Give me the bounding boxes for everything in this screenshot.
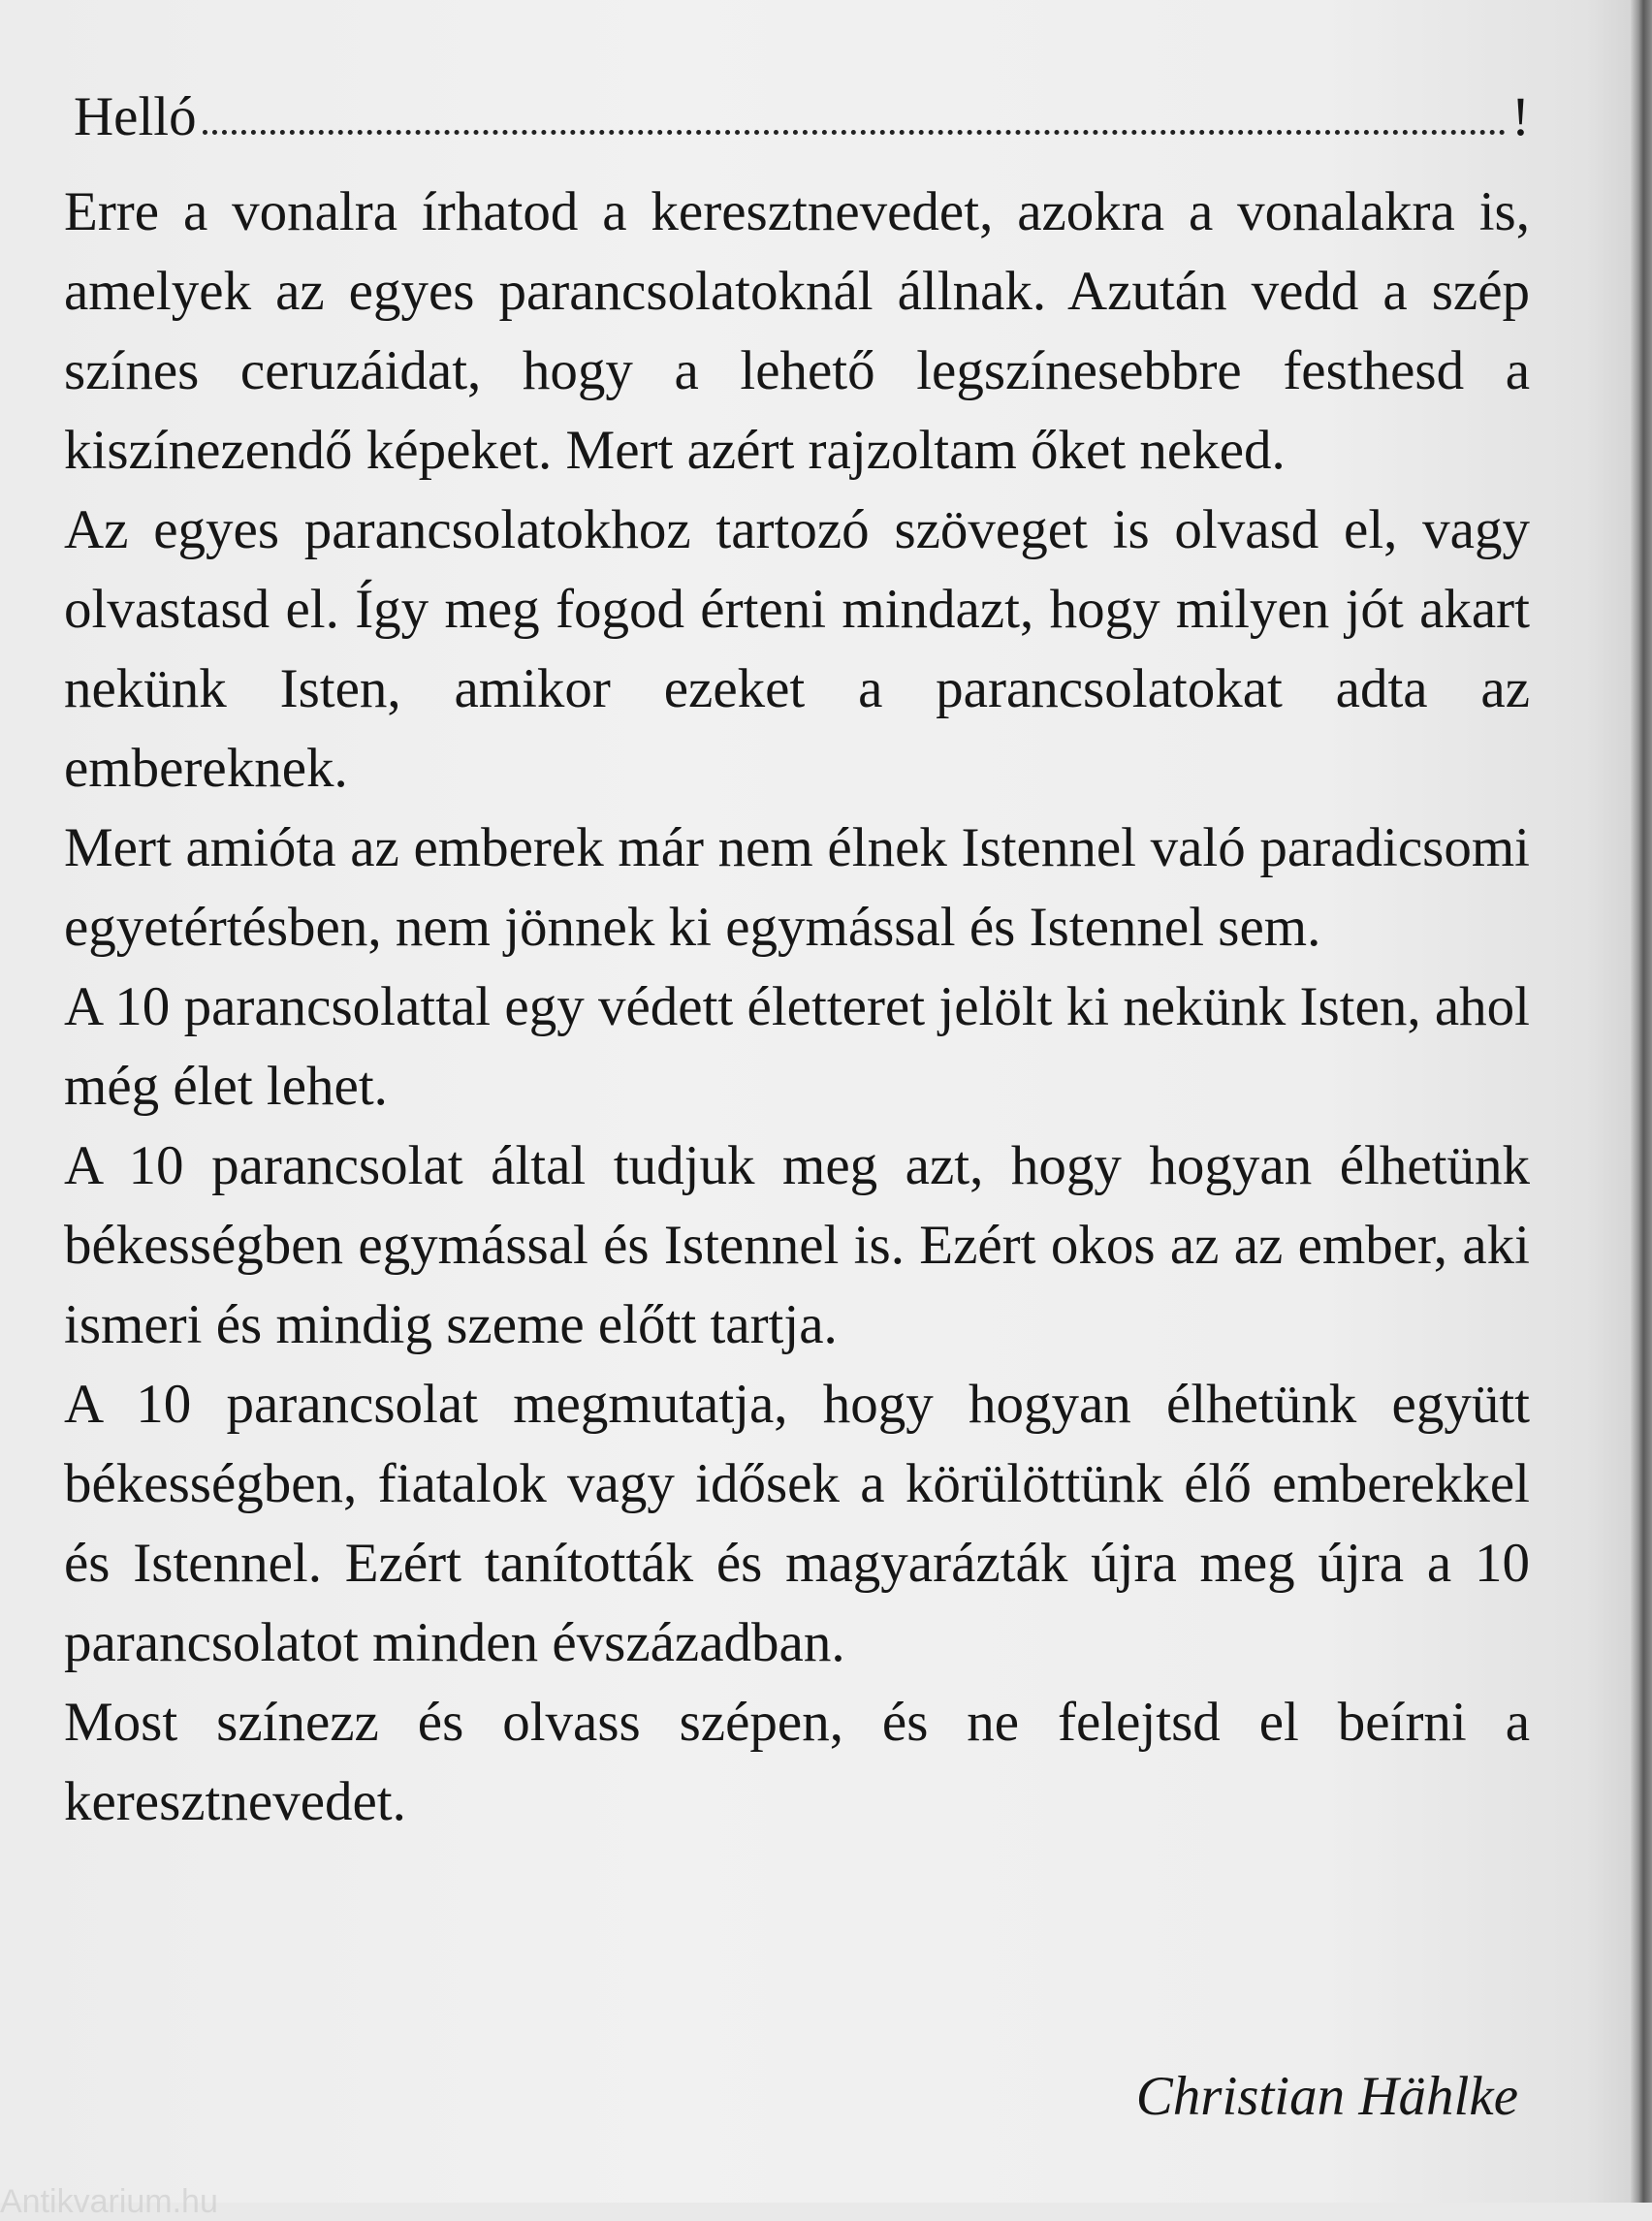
paragraph: A 10 parancsolat megmutatja, hogy hogyan élhetünk együtt békességben, fiatalok vagy idősek a körülöttünk élő emberekkel és Istennel. Ezért tanították és magyarázták újra meg újra a 10 parancsolatot minden évszázadban.: [64, 1374, 1530, 1673]
paragraph: Az egyes parancsolatokhoz tartozó szöveget is olvasd el, vagy olvastasd el. Így meg fogod érteni mindazt, hogy milyen jót akart nekünk Isten, amikor ezeket a parancsolatokat adta az embereknek.: [64, 499, 1530, 799]
watermark: Antikvarium.hu: [0, 2183, 218, 2220]
greeting-label: Helló: [74, 86, 197, 147]
paragraph: Mert amióta az emberek már nem élnek Istennel való paradicsomi egyetértésben, nem jönnek ki egymással és Istennel sem.: [64, 817, 1530, 958]
name-blank-line: [203, 129, 1506, 135]
page-binding-edge: [1631, 0, 1652, 2203]
page-text: [64, 85, 1530, 1842]
author-signature: Christian Hählke: [1135, 2066, 1518, 2127]
paragraph: Most színezz és olvass szépen, és ne felejtsd el beírni a keresztnevedet.: [64, 1692, 1530, 1832]
paragraph: A 10 parancsolat által tudjuk meg azt, hogy hogyan élhetünk békességben egymással és Istennel is. Ezért okos az az ember, aki ismeri és mindig szeme előtt tartja.: [64, 1135, 1530, 1355]
paragraph: A 10 parancsolattal egy védett életteret jelölt ki nekünk Isten, ahol még élet lehet.: [64, 976, 1530, 1117]
greeting-line: [74, 85, 1530, 163]
paragraph: Erre a vonalra írhatod a keresztnevedet, azokra a vonalakra is, amelyek az egyes parancsolatoknál állnak. Azután vedd a szép színes ceruzáidat, hogy a lehető legszínesebbre festhesd a kiszínezendő képeket. Mert azért rajzoltam őket neked.: [64, 181, 1530, 481]
greeting-exclamation: !: [1511, 86, 1530, 147]
